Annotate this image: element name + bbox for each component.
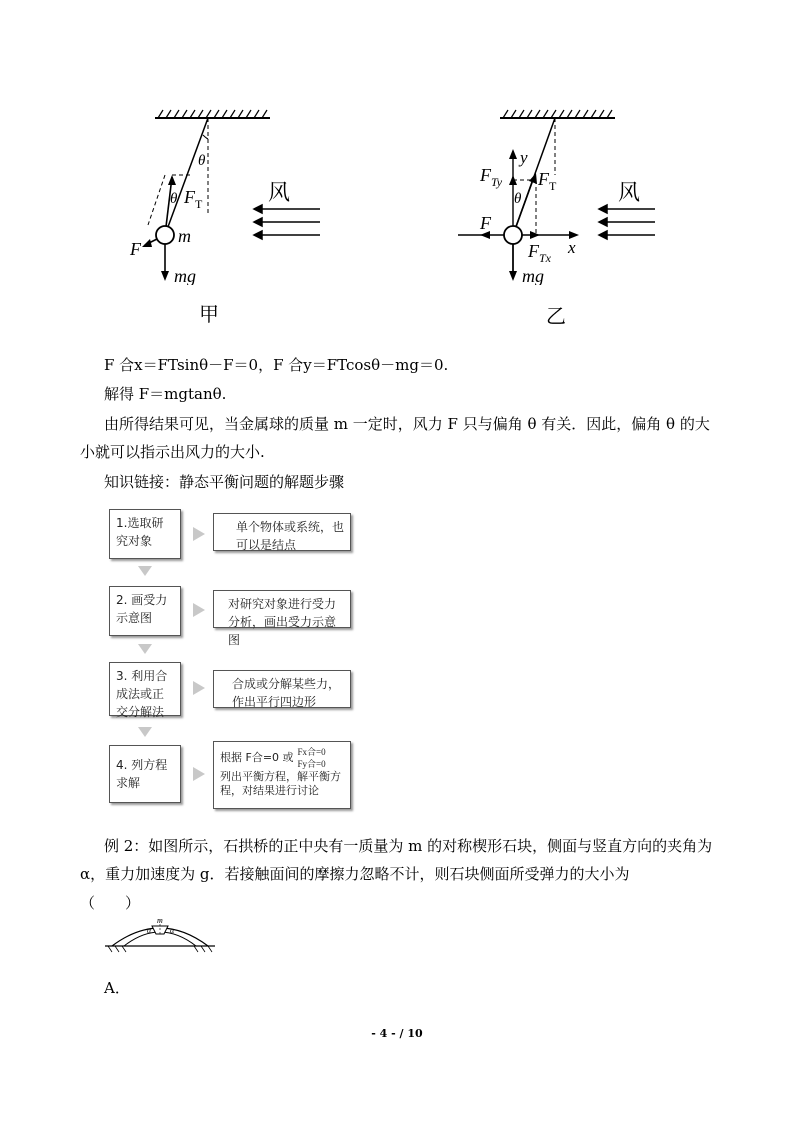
flow-step-2-label: 2. 画受力示意图 (109, 586, 181, 636)
ft-label: $F_T$ (184, 187, 203, 211)
wind-arrows (254, 205, 320, 239)
f-label: F (130, 239, 141, 259)
flow-step-2-desc: 对研究对象进行受力分析，画出受力示意图 (213, 590, 351, 628)
flow-step-4-desc: 列出平衡方程，解平衡方程，对结果进行讨论 (220, 770, 341, 797)
equation-line-1: F 合x＝FTsinθ－F＝0，F 合y＝FTcosθ－mg＝0. (104, 356, 449, 374)
flow-step-4-fx: Fx合=0 (297, 747, 326, 757)
theta-label: θ (514, 191, 522, 207)
fig-alpha-left: α (147, 926, 152, 935)
example-2-blank: （ ） (80, 894, 141, 912)
flow-step-4-desc-box (213, 741, 351, 809)
stone-arch-figure (100, 912, 220, 954)
flow-arrow-right-3 (193, 681, 205, 695)
flow-arrow-right-2 (193, 603, 205, 617)
wind-label-left: 风 (268, 181, 291, 206)
theta-label-mid: θ (170, 191, 178, 207)
equation-line-2: 解得 F＝mgtanθ. (104, 385, 227, 403)
example-2-text: 例 2：如图所示，石拱桥的正中央有一质量为 m 的对称楔形石块，侧面与竖直方向的夹角为 α，重力加速度为 g．若接触面间的摩擦力忽略不计，则石块侧面所受弹力的大小为 (80, 837, 713, 883)
flow-step-4-fy: Fy合=0 (297, 759, 326, 769)
ceiling-hatch (158, 110, 267, 118)
ball (156, 226, 174, 244)
flow-step-4-formula (220, 746, 344, 770)
y-axis-label: y (520, 148, 528, 167)
mg-label: mg (174, 266, 196, 285)
flow-step-4-label: 4. 列方程求解 (109, 745, 181, 803)
fty-label: $F_{Ty}$ (480, 165, 503, 189)
fig-alpha-right: α (170, 926, 175, 935)
wind-arrows (599, 205, 655, 239)
option-a: A． (104, 979, 130, 997)
figure-yi (450, 105, 680, 285)
flow-step-1-label: 1.选取研究对象 (109, 509, 181, 559)
x-axis-label: x (568, 238, 576, 257)
knowledge-title: 知识链接：静态平衡问题的解题步骤 (104, 473, 345, 491)
page-footer: - 4 - / 10 (371, 1027, 423, 1040)
theta-label-top: θ (198, 153, 206, 169)
flow-step-3-desc: 合成或分解某些力，作出平行四边形 (213, 670, 351, 708)
ft-label: $F_T$ (538, 169, 557, 193)
ftx-label: $F_{Tx}$ (528, 241, 551, 265)
paragraph-conclusion: 由所得结果可见，当金属球的质量 m 一定时，风力 F 只与偏角 θ 有关．因此，偏角 θ 的大小就可以指示出风力的大小. (80, 415, 710, 461)
mg-label: mg (522, 266, 544, 285)
f-label: F (480, 213, 491, 233)
m-label: m (178, 226, 191, 246)
caption-jia: 甲 (199, 302, 219, 326)
figure-jia (110, 105, 340, 285)
flow-arrow-right-1 (193, 527, 205, 541)
caption-yi: 乙 (546, 304, 566, 328)
flow-arrow-down-2 (138, 644, 152, 654)
flow-step-4-prefix: 根据 F合=0 或 (220, 751, 294, 764)
ceiling-hatch (503, 110, 612, 118)
ball (504, 226, 522, 244)
fig-m-label: m (157, 916, 163, 925)
wind-label-right: 风 (618, 181, 641, 206)
flow-step-1-desc: 单个物体或系统，也可以是结点 (213, 513, 351, 551)
flow-step-3-label: 3. 利用合成法或正交分解法 (109, 662, 181, 716)
flow-arrow-down-3 (138, 727, 152, 737)
theta-arc (203, 135, 208, 139)
flow-arrow-down-1 (138, 566, 152, 576)
flow-arrow-right-4 (193, 767, 205, 781)
